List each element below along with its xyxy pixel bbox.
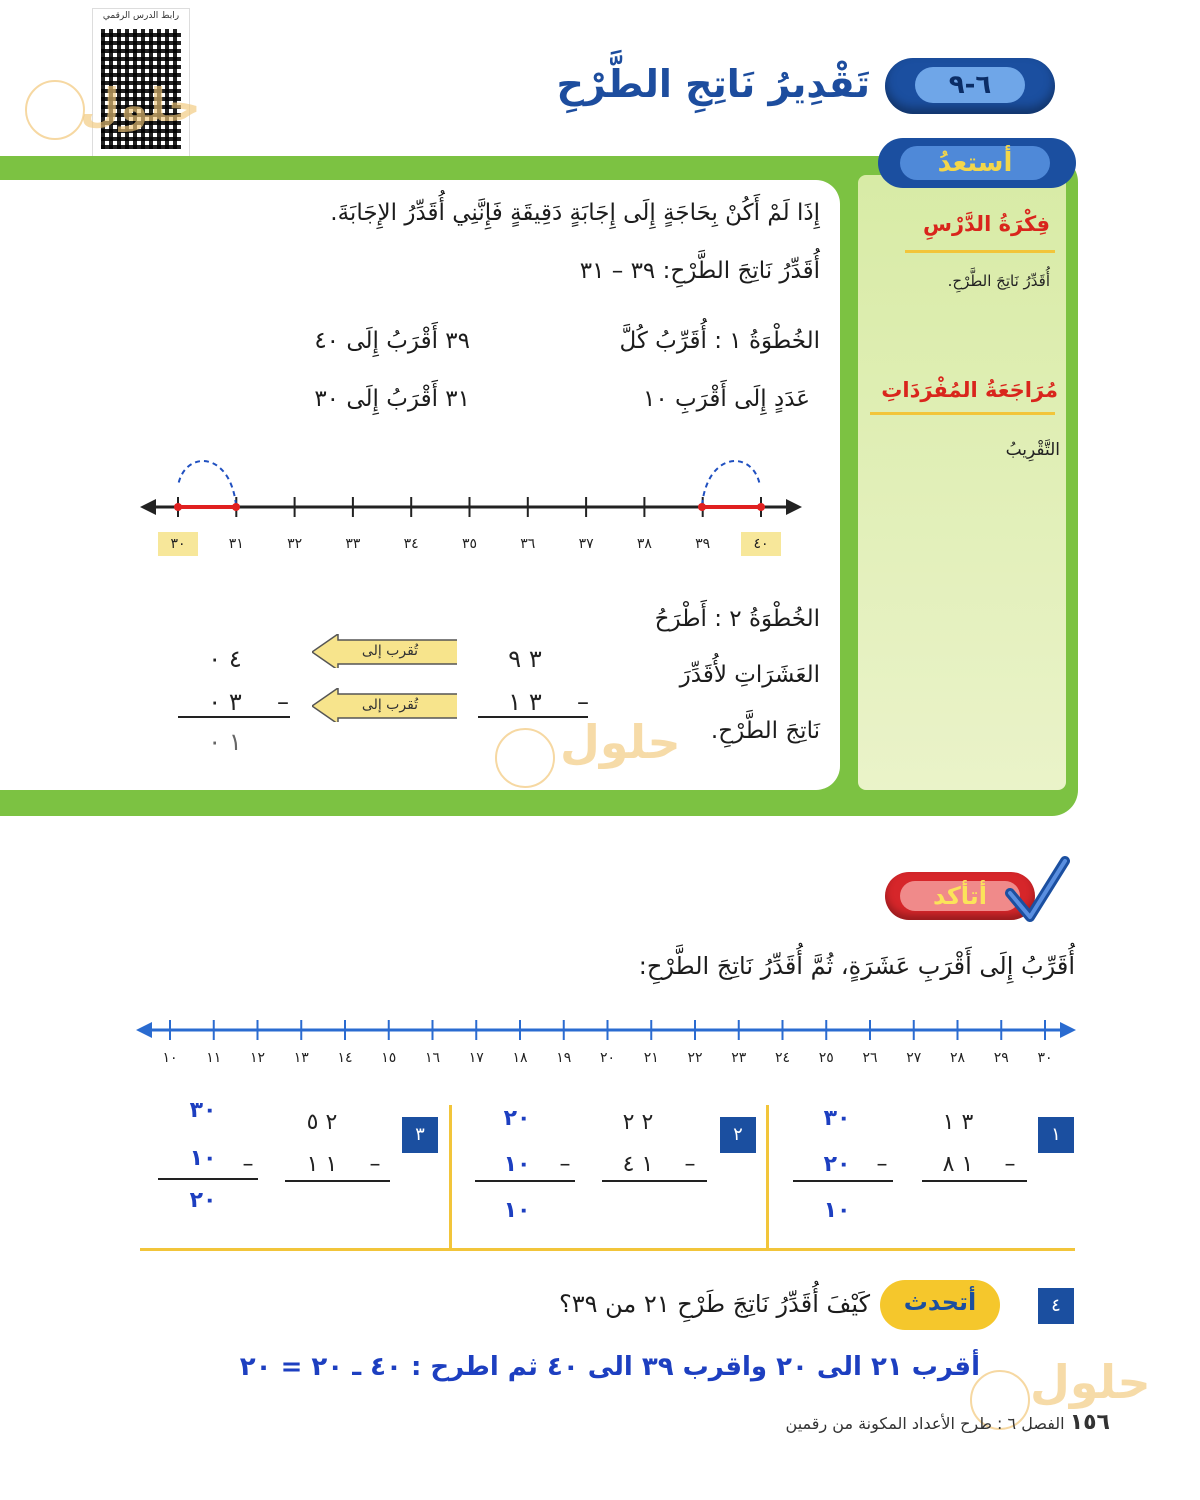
vocab-review-title: مُرَاجَعَةُ المُفْرَدَاتِ xyxy=(881,378,1058,402)
exercise-2-bottom: ١ ٤ xyxy=(622,1152,654,1177)
arrow-label-2: تُقرب إلى xyxy=(361,697,419,713)
step2-label-c: نَاتِجَ الطَّرْحِ. xyxy=(710,718,820,744)
sum-line xyxy=(793,1180,893,1182)
watermark-text: حلول xyxy=(560,715,681,769)
exercise-3-answer-bottom: ١٠ xyxy=(189,1146,217,1171)
exercise-1-top: ٣ ١ xyxy=(942,1110,974,1135)
check-instruction: أُقَرِّبُ إِلَى أَقْرَبِ عَشَرَةٍ، ثُمَّ أُقَدِّرُ نَاتِجَ الطَّرْحِ: xyxy=(638,952,1075,980)
step1-round-31: ٣١ أَقْرَبُ إِلَى ٣٠ xyxy=(314,386,470,412)
number-line-2-label: ١٦ xyxy=(424,1050,441,1066)
number-line-2-label: ٢١ xyxy=(643,1050,659,1066)
exercise-divider xyxy=(766,1105,769,1250)
minus-sign: – xyxy=(242,1152,254,1177)
intro-line-1: إِذَا لَمْ أَكُنْ بِحَاجَةٍ إِلَى إِجَابَةٍ دَقِيقَةٍ فَإِنَّنِي أُقَدِّرُ الإِجَابَةَ. xyxy=(330,200,820,226)
step2-label-a: الخُطْوَةُ ٢ : أَطْرَحُ xyxy=(654,606,820,632)
lesson-idea-title: فِكْرَةُ الدَّرْسِ xyxy=(922,212,1050,236)
sum-line xyxy=(178,716,290,718)
talk-badge xyxy=(880,1280,1000,1330)
arrow-right-icon xyxy=(786,499,802,515)
minus-sign: – xyxy=(559,1152,571,1177)
exercise-3-top: ٢ ٥ xyxy=(306,1110,338,1135)
ready-badge xyxy=(878,138,1076,188)
side-panel xyxy=(858,175,1066,790)
page-number: ١٥٦ xyxy=(1069,1410,1110,1435)
number-line-2-label: ١٧ xyxy=(468,1050,484,1066)
number-line-1-label: ٣٦ xyxy=(520,536,536,552)
exercise-1-bottom: ١ ٨ xyxy=(942,1152,974,1177)
number-line-2-label: ٢٦ xyxy=(862,1050,878,1066)
sum-line xyxy=(285,1180,390,1182)
number-line-2-label: ١١ xyxy=(206,1050,222,1066)
exercise-4-badge: ٤ xyxy=(1038,1288,1074,1324)
number-line-30-40 xyxy=(130,450,820,530)
lesson-idea-text: أُقَدِّرُ نَاتِجَ الطَّرْحِ. xyxy=(947,272,1050,290)
divider xyxy=(870,412,1055,415)
number-line-2-label: ٢٨ xyxy=(949,1050,966,1066)
number-line-2-label: ٢٩ xyxy=(993,1050,1009,1066)
number-line-2-label: ٢٧ xyxy=(906,1050,922,1066)
divider xyxy=(905,250,1055,253)
exercise-divider xyxy=(449,1105,452,1250)
sum-line xyxy=(602,1180,707,1182)
exercise-bottom-line xyxy=(140,1248,1075,1251)
sum-line xyxy=(158,1178,258,1180)
rounded-top: ٤ ٠ xyxy=(208,645,242,673)
rounded-bottom: ٣ ٠ xyxy=(208,688,242,716)
number-line-2-label: ١٨ xyxy=(512,1050,528,1066)
rounding-arc-31 xyxy=(178,461,236,505)
number-line-2-label: ١٢ xyxy=(249,1050,266,1066)
number-line-2-label: ٢٤ xyxy=(774,1050,791,1066)
watermark-text: حلول xyxy=(80,78,201,132)
number-line-1-label: ٣٨ xyxy=(636,536,652,552)
exercise-3-badge: ٣ xyxy=(402,1117,438,1153)
checkmark-icon xyxy=(1005,855,1070,925)
ready-label: أستعدُ xyxy=(900,146,1050,180)
point-31 xyxy=(232,503,240,511)
estimate-result: ١ ٠ xyxy=(208,728,242,756)
number-line-10-30 xyxy=(130,1010,1080,1050)
sum-line xyxy=(475,1180,575,1182)
minus-sign: – xyxy=(577,688,589,716)
qr-title: رابط الدرس الرقمي xyxy=(102,11,180,21)
exercise-2-answer-top: ٢٠ xyxy=(503,1106,531,1131)
number-line-1-label: ٣٢ xyxy=(287,536,303,552)
arrow-label-1: تُقرب إلى xyxy=(361,643,419,659)
watermark-text: حلول xyxy=(1030,1355,1151,1409)
lesson-number: ٦-٩ xyxy=(915,67,1025,103)
minus-sign: – xyxy=(277,688,289,716)
step1-label-b: عَدَدٍ إِلَى أَقْرَبِ ١٠ xyxy=(643,386,810,412)
number-line-1-label: ٣٤ xyxy=(403,536,419,552)
number-line-2-label: ١٩ xyxy=(556,1050,572,1066)
step2-label-b: العَشَرَاتِ لأُقَدِّرَ xyxy=(679,662,820,688)
original-bottom: ٣ ١ xyxy=(508,688,542,716)
exercise-3-bottom: ١ ١ xyxy=(306,1152,338,1177)
exercise-1-answer-bottom: ٢٠ xyxy=(823,1152,851,1177)
exercise-1-badge: ١ xyxy=(1038,1117,1074,1153)
step1-label-a: الخُطْوَةُ ١ : أُقَرِّبُ كُلَّ xyxy=(619,328,820,354)
number-line-2-label: ٣٠ xyxy=(1037,1050,1053,1066)
arrow-left-icon xyxy=(140,499,156,515)
talk-question: كَيْفَ أُقَدِّرُ نَاتِجَ طَرْحِ ٢١ من ٣٩؟ xyxy=(558,1290,870,1318)
number-line-2-label: ٢٢ xyxy=(687,1050,703,1066)
talk-label: أتحدث xyxy=(903,1288,977,1316)
exercise-2-top: ٢ ٢ xyxy=(622,1110,654,1135)
number-line-1-label: ٣١ xyxy=(228,536,244,552)
step1-round-39: ٣٩ أَقْرَبُ إِلَى ٤٠ xyxy=(314,328,470,354)
arrow-right-icon xyxy=(1060,1022,1076,1038)
number-line-2-label: ١٠ xyxy=(162,1050,178,1066)
intro-line-2: أُقَدِّرُ نَاتِجَ الطَّرْحِ: ٣٩ – ٣١ xyxy=(579,258,820,284)
chapter-title: الفصل ٦ : طرح الأعداد المكونة من رقمين xyxy=(785,1414,1065,1433)
sum-line xyxy=(922,1180,1027,1182)
number-line-2-label: ٢٥ xyxy=(818,1050,834,1066)
number-line-2-label: ٢٠ xyxy=(599,1050,616,1066)
number-line-1-label: ٣٩ xyxy=(695,536,711,552)
point-40 xyxy=(757,503,765,511)
lesson-number-badge xyxy=(885,58,1055,114)
page-footer xyxy=(660,1410,1110,1435)
point-39 xyxy=(698,503,706,511)
exercise-1-answer-result: ١٠ xyxy=(823,1198,851,1223)
watermark-logo-icon xyxy=(25,80,85,140)
handwritten-answer: أقرب ٢١ الى ٢٠ واقرب ٣٩ الى ٤٠ ثم اطرح : ٤٠ ـ ٢٠ = ٢٠ xyxy=(239,1352,980,1382)
exercise-2-answer-result: ١٠ xyxy=(503,1198,531,1223)
number-line-1-label: ٤٠ xyxy=(741,532,781,556)
minus-sign: – xyxy=(876,1152,888,1177)
exercise-2-answer-bottom: ١٠ xyxy=(503,1152,531,1177)
number-line-2-label: ١٣ xyxy=(293,1050,309,1066)
check-label: أتأكد xyxy=(900,881,1020,911)
original-top: ٣ ٩ xyxy=(508,645,542,673)
exercise-2-badge: ٢ xyxy=(720,1117,756,1153)
vocab-word: التَّقْرِيبُ xyxy=(1005,440,1060,460)
watermark-logo-icon xyxy=(495,728,555,788)
number-line-2-label: ١٤ xyxy=(337,1050,353,1066)
exercise-1-answer-top: ٣٠ xyxy=(823,1106,851,1131)
point-30 xyxy=(174,503,182,511)
number-line-1-label: ٣٥ xyxy=(461,536,478,552)
arrow-left-icon xyxy=(136,1022,152,1038)
minus-sign: – xyxy=(684,1152,696,1177)
number-line-1-label: ٣٣ xyxy=(345,536,361,552)
rounding-arc-39 xyxy=(702,461,760,505)
number-line-2-label: ٢٣ xyxy=(731,1050,747,1066)
number-line-1-label: ٣٧ xyxy=(578,536,594,552)
minus-sign: – xyxy=(369,1152,381,1177)
exercise-3-answer-top: ٣٠ xyxy=(189,1098,217,1123)
minus-sign: – xyxy=(1004,1152,1016,1177)
number-line-1-label: ٣٠ xyxy=(158,532,198,556)
page-title: تَقْدِيرُ نَاتِجِ الطَّرْحِ xyxy=(556,62,870,106)
exercise-3-answer-result: ٢٠ xyxy=(189,1188,217,1213)
number-line-2-label: ١٥ xyxy=(381,1050,397,1066)
